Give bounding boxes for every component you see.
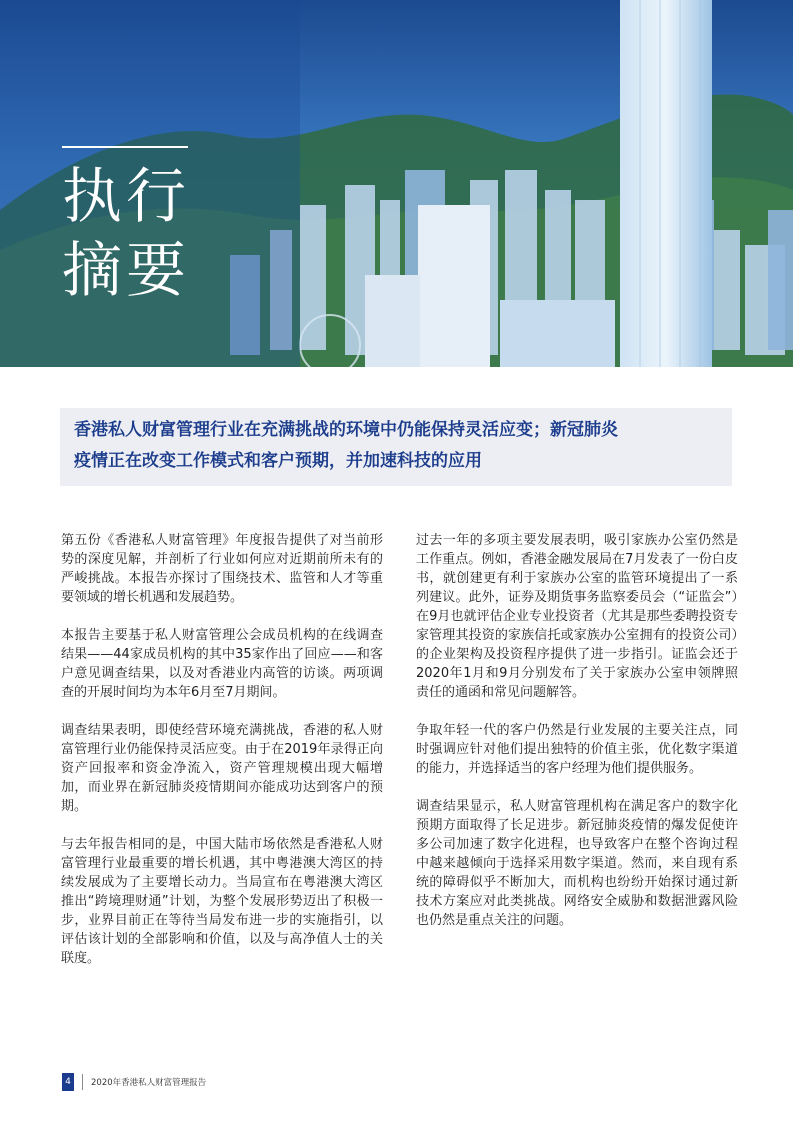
body-paragraph: 本报告主要基于私人财富管理公会成员机构的在线调查结果——44家成员机构的其中35家作出了回应——和客户意见调查结果，以及对香港业内高管的访谈。两项调查的开展时间均为本年6月至7月期间。	[61, 628, 383, 700]
body-paragraph: 与去年报告相同的是，中国大陆市场依然是香港私人财富管理行业最重要的增长机遇，其中粤港澳大湾区的持续发展成为了主要增长动力。当局宣布在粤港澳大湾区推出“跨境理财通”计划，为整个发展形势迈出了积极一步，业界目前正在等待当局发布进一步的实施指引，以评估该计划的全部影响和价值，以及与高净值人士的关联度。	[61, 837, 383, 966]
key-message-line1: 香港私人财富管理行业在充满挑战的环境中仍能保持灵活应变；新冠肺炎	[74, 420, 618, 440]
title-rule	[62, 146, 188, 148]
page-title-line2: 摘要	[62, 236, 190, 306]
key-message-line2: 疫情正在改变工作模式和客户预期，并加速科技的应用	[74, 451, 482, 471]
right-column	[416, 531, 738, 949]
body-paragraph: 调查结果显示，私人财富管理机构在满足客户的数字化预期方面取得了长足进步。新冠肺炎疫情的爆发促使许多公司加速了数字化进程，也导致客户在整个咨询过程中越来越倾向于选择采用数字渠道。然而，来自现有系统的障碍似乎不断加大，而机构也纷纷开始探讨通过新技术方案应对此类挑战。网络安全威胁和数据泄露风险也仍然是重点关注的问题。	[416, 799, 738, 928]
body-paragraph: 争取年轻一代的客户仍然是行业发展的主要关注点，同时强调应针对他们提出独特的价值主张，优化数字渠道的能力，并选择适当的客户经理为他们提供服务。	[416, 723, 738, 776]
page-title-line1: 执行	[62, 162, 190, 232]
hero-image	[0, 0, 793, 367]
body-paragraph: 第五份《香港私人财富管理》年度报告提供了对当前形势的深度见解，并剖析了行业如何应对近期前所未有的严峻挑战。本报告亦探讨了围绕技术、监管和人才等重要领域的增长机遇和发展趋势。	[61, 533, 383, 605]
page-number: 4	[62, 1073, 74, 1091]
body-paragraph: 过去一年的多项主要发展表明，吸引家族办公室仍然是工作重点。例如，香港金融发展局在7月发表了一份白皮书，就创建更有利于家族办公室的监管环境提出了一系列建议。此外，证券及期货事务监察委员会（“证监会”）在9月也就评估企业专业投资者（尤其是那些委聘投资专家管理其投资的家族信托或家族办公室拥有的投资公司）的企业架构及投资程序提供了进一步指引。证监会还于2020年1月和9月分别发布了关于家族办公室申领牌照责任的通函和常见问题解答。	[416, 533, 738, 700]
footer-report-title: 2020年香港私人财富管理报告	[91, 1078, 207, 1088]
body-paragraph: 调查结果表明，即使经营环境充满挑战，香港的私人财富管理行业仍能保持灵活应变。由于在2019年录得正向资产回报率和资金净流入，资产管理规模出现大幅增加，而业界在新冠肺炎疫情期间亦能成功达到客户的预期。	[61, 723, 383, 814]
key-message-box	[60, 408, 732, 486]
left-column	[61, 531, 383, 987]
footer-divider	[82, 1074, 83, 1090]
page-title	[62, 160, 190, 308]
page-footer	[62, 1072, 206, 1092]
